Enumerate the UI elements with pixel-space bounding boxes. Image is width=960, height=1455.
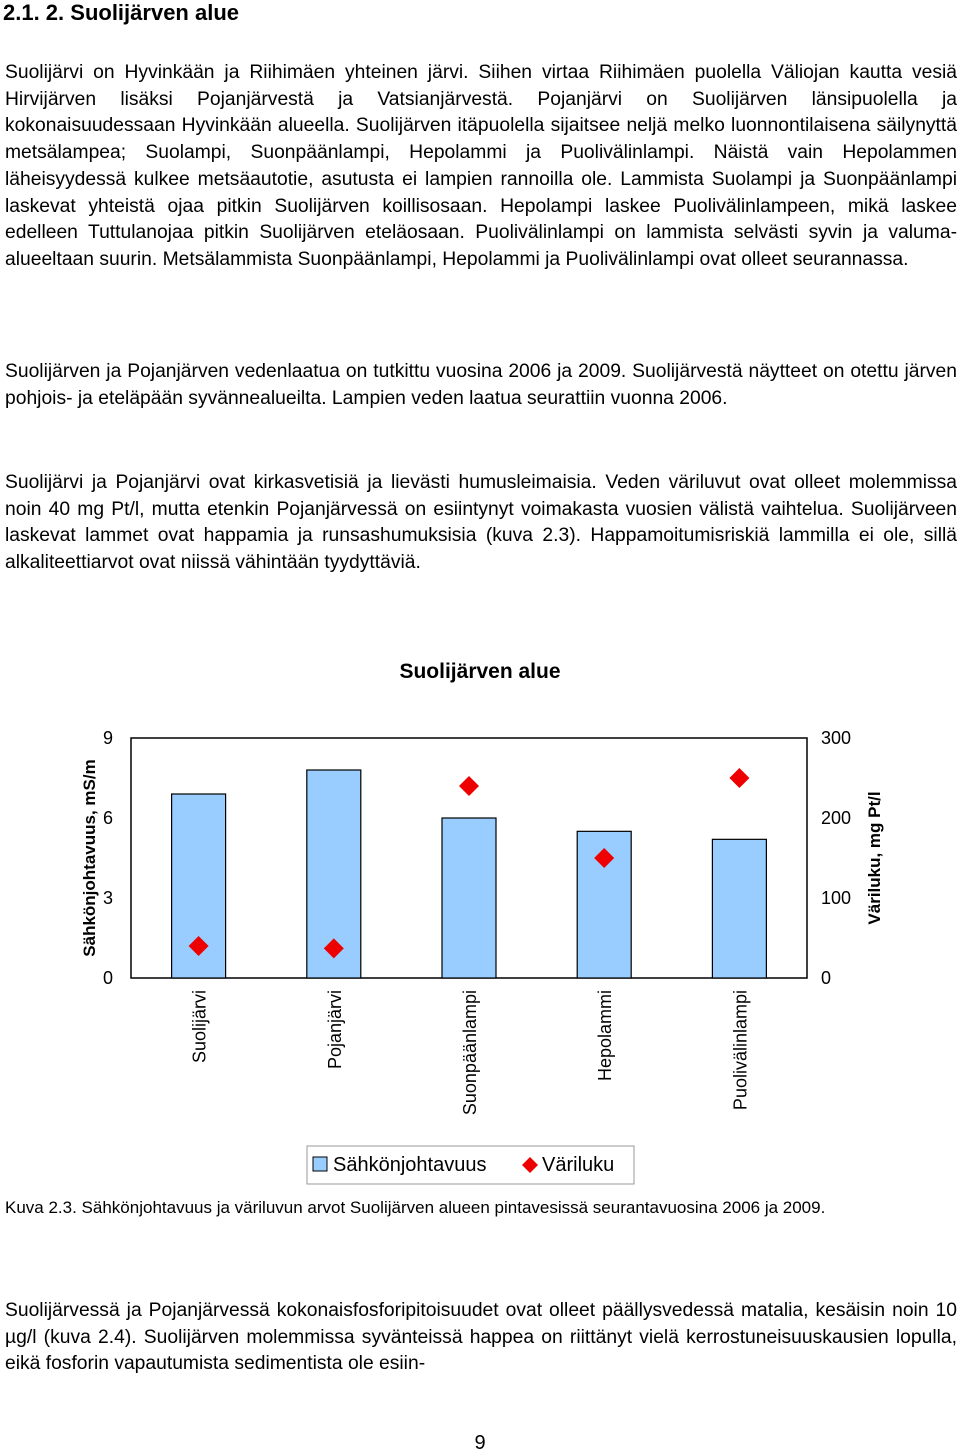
y-axis-label-left: Sähkönjohtavuus, mS/m xyxy=(80,759,99,957)
y-tick-label-left: 9 xyxy=(102,728,113,748)
y-tick-label-right: 200 xyxy=(821,808,852,828)
y-tick-label-left: 6 xyxy=(102,808,113,828)
y-tick-label-right: 0 xyxy=(821,968,832,988)
bar-conductivity xyxy=(442,818,496,978)
paragraph-phosphorus: Suolijärvessä ja Pojanjärvessä kokonaisfosforipitoisuudet ovat olleet päällysvedessä matalia, kesäisin noin 10 µg/l (kuva 2.4). Suolijärven molemmissa syvänteissä happea on riittänyt vielä kerrostuneisuuskausien lopulla, eikä fosforin vapautumista sedimentista ole esiin- xyxy=(5,1300,957,1375)
legend-label-conductivity: Sähkönjohtavuus xyxy=(333,1154,487,1176)
y-axis-label-right: Väriluku, mg Pt/l xyxy=(865,791,884,925)
category-label: Suolijärvi xyxy=(189,990,210,1064)
category-label: Hepolammi xyxy=(595,990,616,1082)
y-tick-label-left: 0 xyxy=(102,968,113,988)
figure-caption: Kuva 2.3. Sähkönjohtavuus ja väriluvun arvot Suolijärven alueen pintavesissä seurantavuosina 2006 ja 2009. xyxy=(5,1198,826,1217)
y-tick-label-left: 3 xyxy=(102,888,113,908)
legend-swatch-bar xyxy=(313,1157,327,1171)
y-tick-label-right: 100 xyxy=(821,888,852,908)
bar-conductivity xyxy=(712,839,766,978)
category-label: Suonpäänlampi xyxy=(460,990,480,1116)
conductivity-color-chart xyxy=(0,700,960,1195)
category-label: Puolivälinlampi xyxy=(730,990,751,1111)
legend-label-color-value: Väriluku xyxy=(542,1154,615,1176)
section-heading: 2.1. 2. Suolijärven alue xyxy=(3,0,239,25)
y-tick-label-right: 300 xyxy=(821,728,852,748)
page-number: 9 xyxy=(474,1432,486,1454)
paragraph-water-quality: Suolijärvi ja Pojanjärvi ovat kirkasvetisiä ja lievästi humusleimaisia. Veden väriluvut ovat olleet molemmissa noin 40 mg Pt/l, mutta etenkin Pojanjärvessä on esiintynyt voimakasta vuosien välistä vaihtelua. Suolijärveen laskevat lammet ovat happamia ja runsashumuksisia (kuva 2.3). Happamoitumisriskiä lammilla ei ole, sillä alkaliteettiarvot ovat niissä vähintään tyydyttäviä. xyxy=(5,472,957,574)
chart-legend xyxy=(307,1146,634,1184)
paragraph-sampling: Suolijärven ja Pojanjärven vedenlaatua on tutkittu vuosina 2006 ja 2009. Suolijärvestä näytteet on otettu järven pohjois- ja eteläpään syvännealueilta. Lampien veden laatua seurattiin vuonna 2006. xyxy=(5,361,957,409)
chart-title: Suolijärven alue xyxy=(399,660,561,683)
paragraph-intro: Suolijärvi on Hyvinkään ja Riihimäen yhteinen järvi. Siihen virtaa Riihimäen puolella Väliojan kautta vesiä Hirvijärven lisäksi Pojanjärvestä ja Vatsianjärvestä. Pojanjärvi on Suolijärven länsipuolella ja kokonaisuudessaan Hyvinkään alueella. Suolijärven itäpuolella sijaitsee neljä melko luonnontilaisena säilynyttä metsälampea; Suolampi, Suonpäänlampi, Hepolammi ja Puolivälinlampi. Näistä vain Hepolammen läheisyydessä kulkee metsäautotie, asutusta ei lampien rannoilla ole. Lammista Suolampi ja Suonpäänlampi laskevat yhteistä ojaa pitkin Suolijärven koillisosaan. Hepolampi laskee Puolivälinlampeen, mikä laskee edelleen Tuttulanojaa pitkin Suolijärven eteläosaan. Puolivälinlampi on lammista selvästi syvin ja valuma-alueeltaan suurin. Metsälammista Suonpäänlampi, Hepolammi ja Puolivälinlampi ovat olleet seurannassa. xyxy=(5,62,957,270)
category-label: Pojanjärvi xyxy=(324,990,345,1070)
